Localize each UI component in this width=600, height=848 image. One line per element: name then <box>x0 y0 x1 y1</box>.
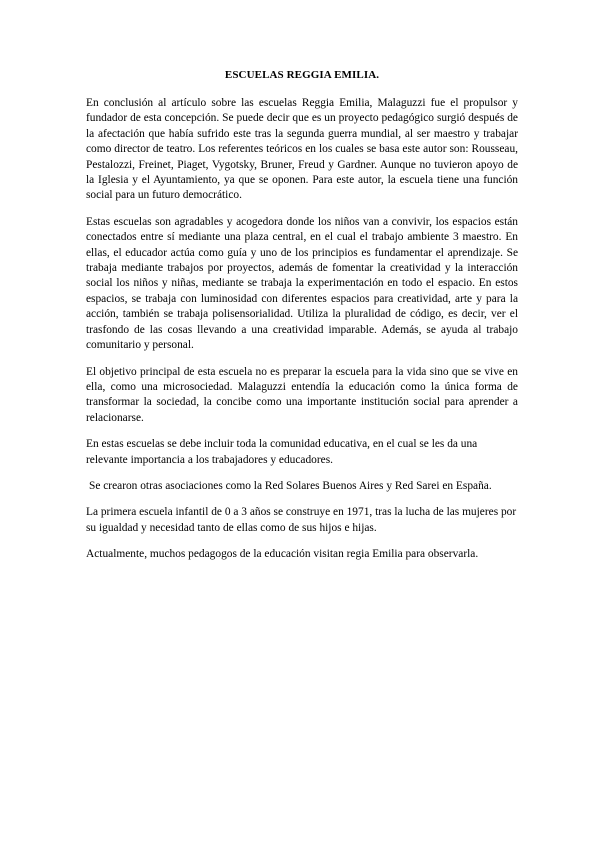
paragraph-objective: El objetivo principal de esta escuela no es preparar la escuela para la vida sino que se vive en ella, como una microsociedad. Malaguzzi entendía la educación como la única forma de transformar la sociedad, la concibe como una importante institución social para aprender a relacionarse. <box>86 365 518 424</box>
paragraph-currently: Actualmente, muchos pedagogos de la educación visitan regia Emilia para observarla. <box>86 548 479 561</box>
paragraph-spaces: Estas escuelas son agradables y acogedora donde los niños van a convivir, los espacios están conectados entre sí mediante una plaza central, en el cual el trabajo ambiente 3 maestro. En ellas, el educador actúa como guía y uno de los principios es fundamentar el aprendizaje. Se trabaja mediante trabajos por proyectos, además de fomentar la creatividad y la interacción social los niños y niñas, mediante se trabaja la experimentación en todo el espacio. En estos espacios, se trabaja con luminosidad con diferentes espacios para creatividad, arte y para la acción, también se trabaja polisensorialidad. Utiliza la pluralidad de código, es decir, ver el trasfondo de las cosas llevando a una creatividad imparable. Además, se ayuda al trabajo comunitario y personal. <box>86 215 518 352</box>
document-page <box>86 68 518 574</box>
paragraph-conclusion: En conclusión al artículo sobre las escuelas Reggia Emilia, Malaguzzi fue el propulsor y fundador de esta concepción. Se puede decir que es un proyecto pedagógico surgió después de la afectación que había sufrido este tras la segunda guerra mundial, al ser maestro y trabajar como director de teatro. Los referentes teóricos en los cuales se basa este autor son: Rousseau, Pestalozzi, Freinet, Piaget, Vygotsky, Bruner, Freud y Gardner. Aunque no tuvieron apoyo de la Iglesia y el Ayuntamiento, ya que se oponen. Para este autor, la escuela tiene una función social para un futuro democrático. <box>86 97 518 202</box>
paragraph-community: En estas escuelas se debe incluir toda la comunidad educativa, en el cual se les da una relevante importancia a los trabajadores y educadores. <box>86 438 478 466</box>
document-title: ESCUELAS REGGIA EMILIA. <box>224 69 380 81</box>
paragraph-first-school: La primera escuela infantil de 0 a 3 años se construye en 1971, tras la lucha de las mujeres por su igualdad y necesidad tanto de ellas como de sus hijos e hijas. <box>86 506 517 534</box>
paragraph-associations: Se crearon otras asociaciones como la Red Solares Buenos Aires y Red Sarei en España. <box>89 479 492 492</box>
